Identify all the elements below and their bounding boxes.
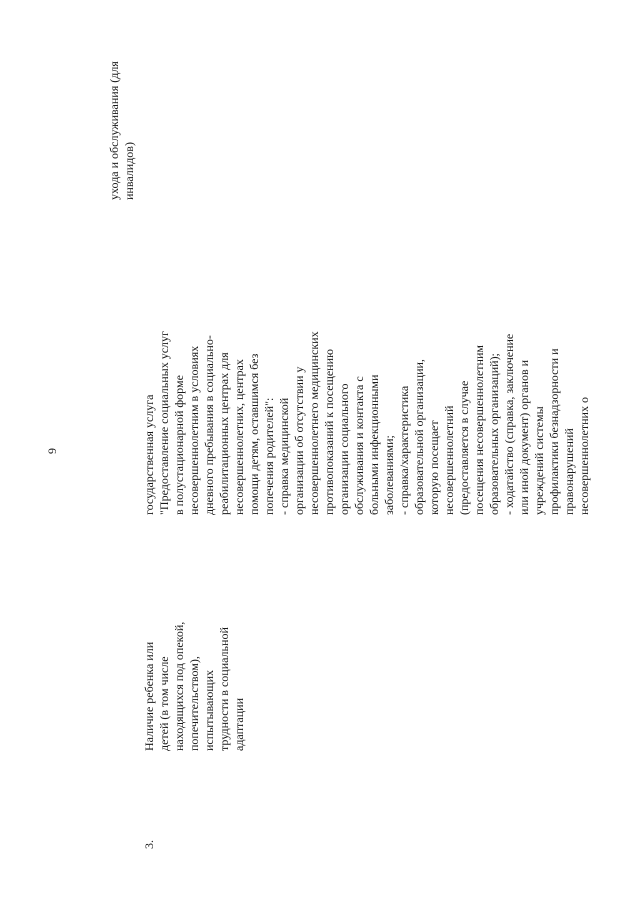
row-number: 3. [142, 840, 156, 849]
condition-cell: Наличие ребенка или детей (в том числе находящихся под опекой, попечительством), испытывающих трудности в социальной адаптации [142, 621, 246, 751]
service-documents-cell: государственная услуга "Предоставление социальных услуг в полустационарной форме несовершеннолетним в условиях дневного пребывания в социально- реабилитационных центрах для несовершеннолетних, центрах помощи детям, оставшимся без попечения родителей": - справка медицинской организации об отсутствии у несовершеннолетнего медицинских противопоказаний к посещению организации социального обслуживания и контакта с больными инфекционными заболеваниями; - справка/характеристика образовательной организации, которую посещает несовершеннолетний (предоставляется в случае посещения несовершеннолетним образовательных организаций); - ходатайство (справка, заключение или иной документ) органов и учреждений системы профилактики безнадзорности и правонарушений несовершеннолетних о [142, 331, 591, 515]
previous-row-fragment: ухода и обслуживания (для инвалидов) [107, 61, 136, 200]
page-number: 9 [45, 448, 59, 454]
